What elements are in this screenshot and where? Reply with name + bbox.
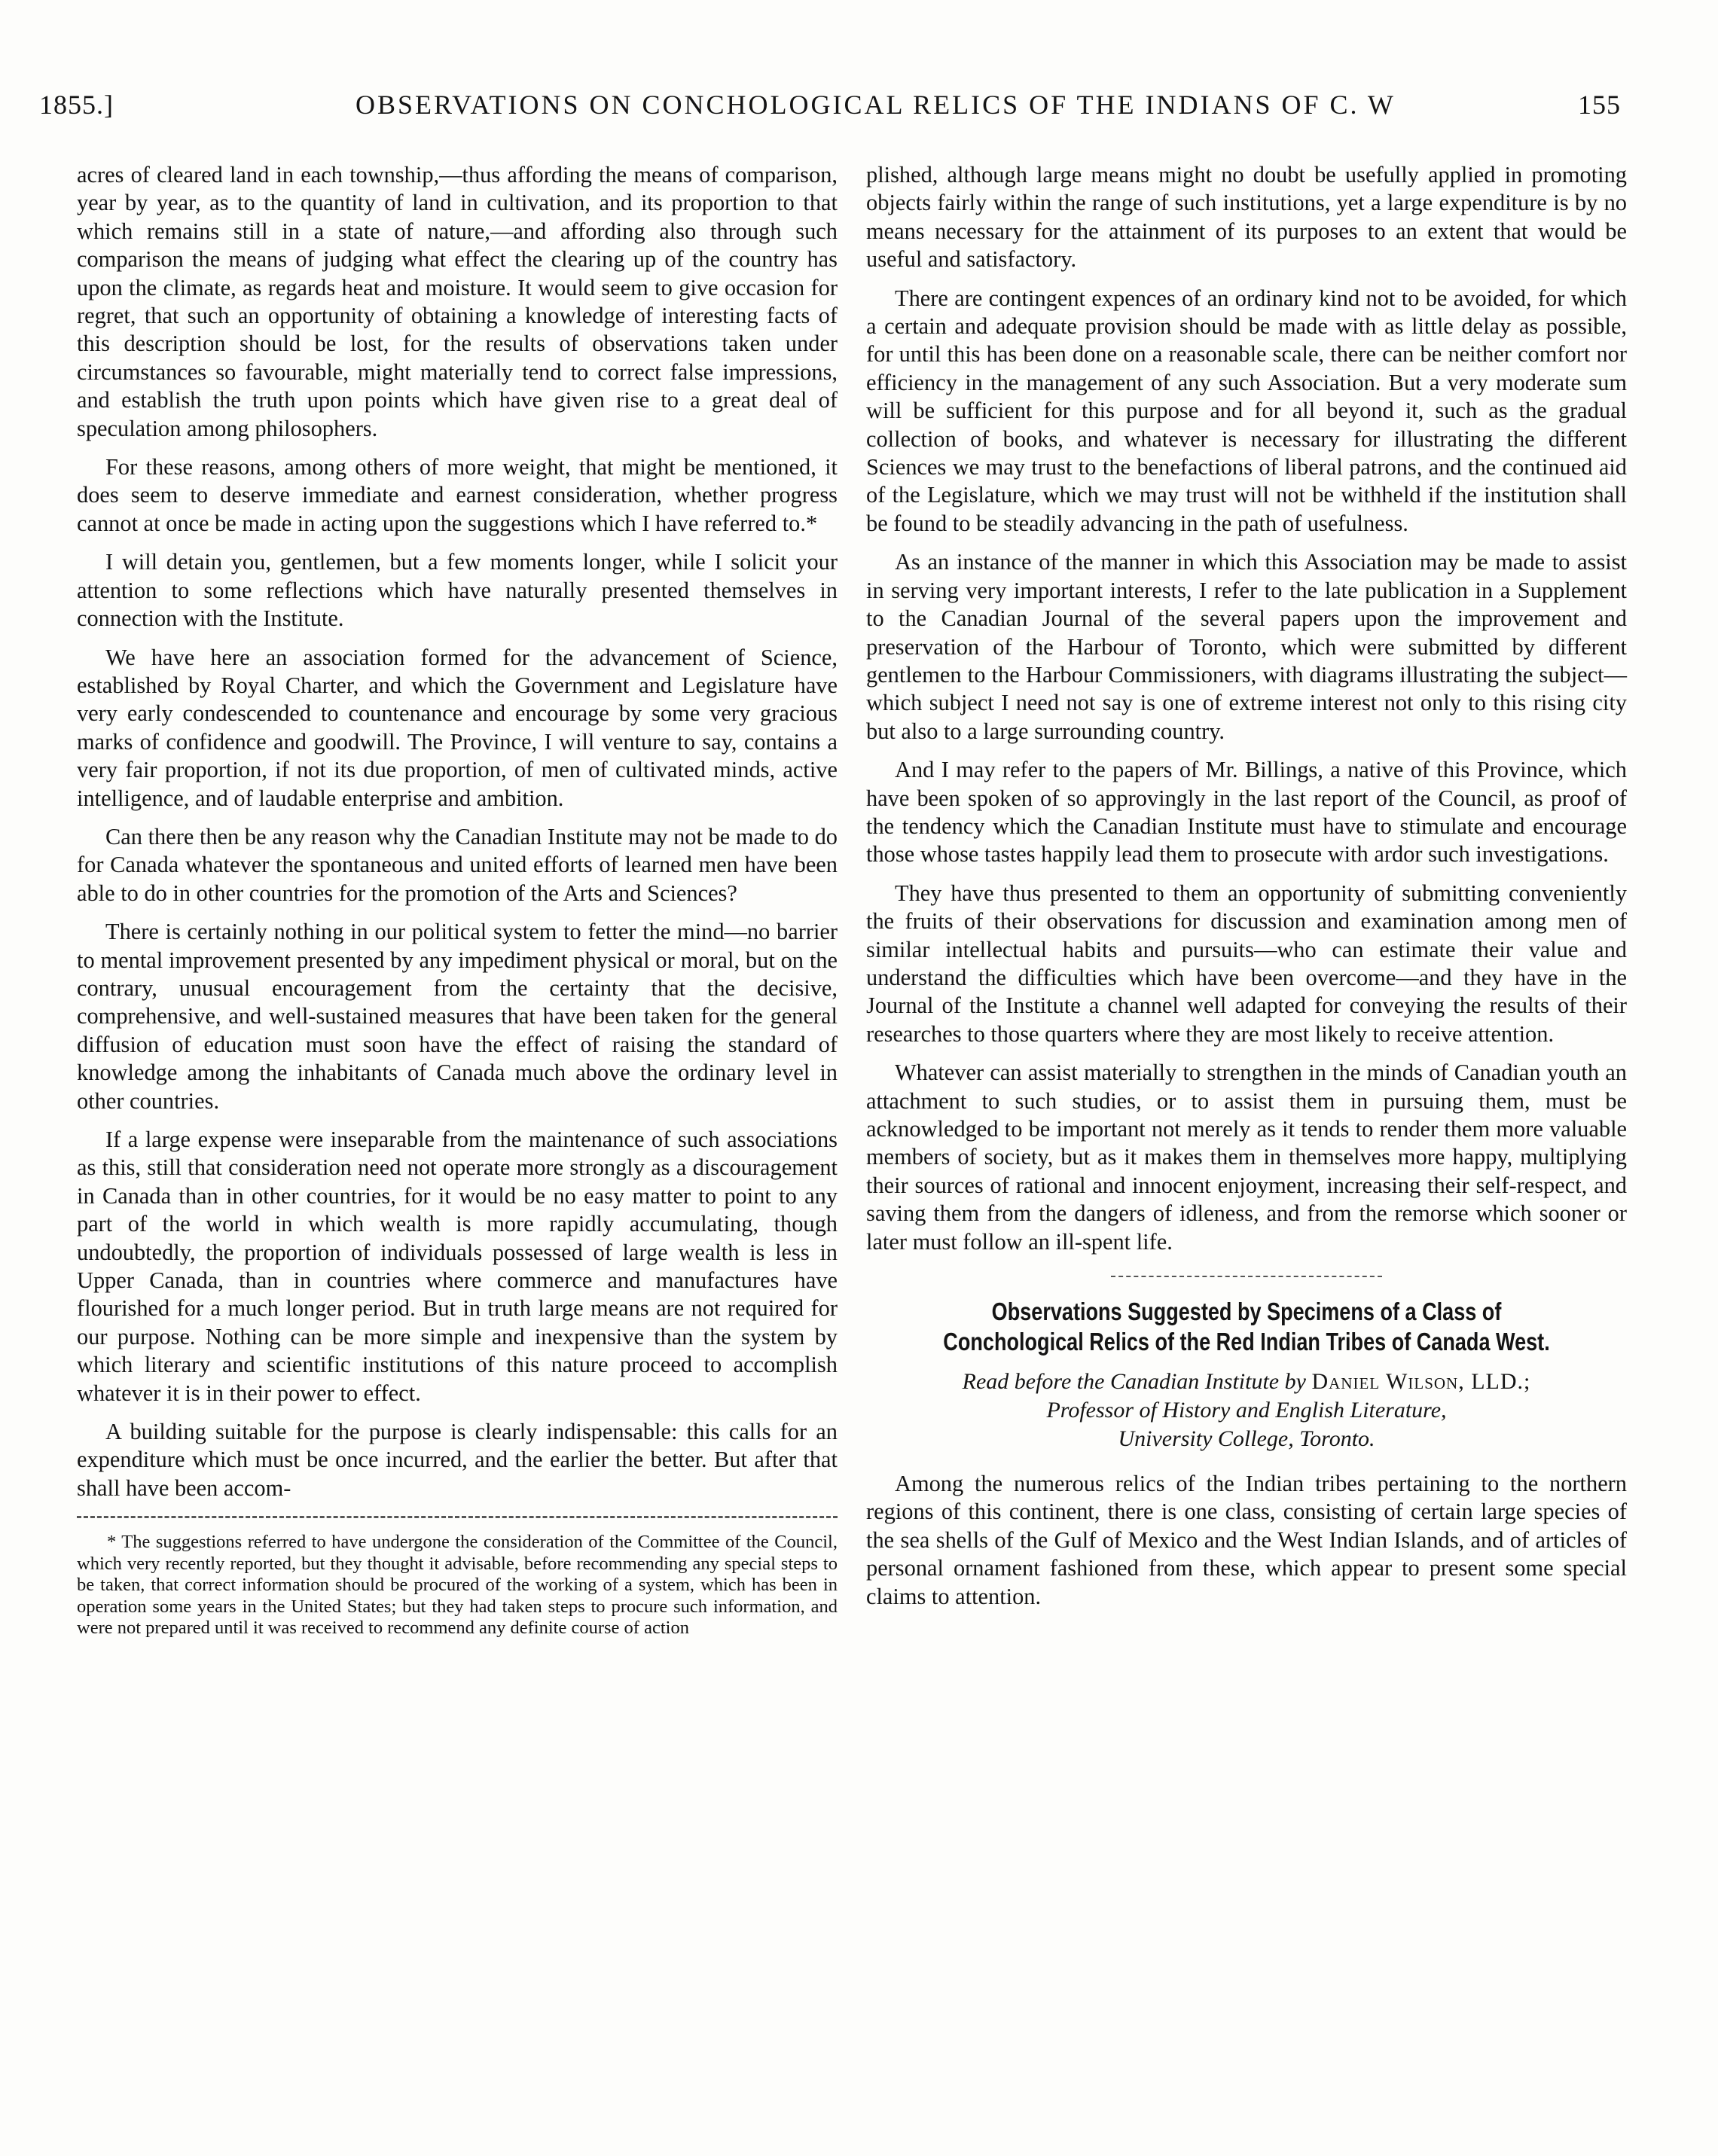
author-name: Daniel Wilson, LLD.;: [1311, 1369, 1531, 1395]
paragraph: A building suitable for the purpose is clearly indispensable: this calls for an expenditure which must be once incurred, and the earlier the better. But after that shall have been accom-: [77, 1419, 838, 1501]
author-affiliation: University College, Toronto.: [1118, 1426, 1375, 1452]
paragraph: For these reasons, among others of more weight, that might be mentioned, it does seem to deserve immediate and earnest consideration, whether progress cannot at once be made in acting upon the suggestions which I have referred to.*: [77, 454, 838, 536]
paragraph: Whatever can assist materially to strengthen in the minds of Canadian youth an attachment to such studies, or to assist them in pursuing them, must be acknowledged to be important not merely as it tends to render them more valuable members of society, but as it makes them in themselves more happy, multiplying their sources of rational and innocent enjoyment, increasing their self-respect, and saving them from the dangers of idleness, and from the remorse which sooner or later must follow an ill-spent life.: [866, 1060, 1627, 1255]
paragraph: There are contingent expences of an ordinary kind not to be avoided, for which a certain and adequate provision should be made with as little delay as possible, for until this has been done on a reasonable scale, there can be neither comfort nor efficiency in the management of any such Association. But a very moderate sum will be sufficient for this purpose and for all beyond it, such as the gradual collection of books, and whatever is necessary for illustrating the different Sciences we may trust to the benefactions of liberal patrons, and the continued aid of the Legislature, which we may trust will not be withheld if the institution shall be found to be steadily advancing in the path of usefulness.: [866, 285, 1627, 536]
byline: [866, 1368, 1627, 1453]
header-year: 1855.]: [39, 90, 114, 120]
right-column: [866, 161, 1627, 1621]
paragraph: As an instance of the manner in which this Association may be made to assist in serving very important interests, I refer to the late publication in a Supplement to the Canadian Journal of the several papers upon the improvement and preservation of the Harbour of Toronto, which were submitted by different gentlemen to the Harbour Commissioners, with diagrams illustrating the subject—which subject I need not say is one of extreme interest not only to this rising city but also to a large surrounding country.: [866, 549, 1627, 744]
paragraph: plished, although large means might no doubt be usefully applied in promoting objects fairly within the range of such institutions, yet a large expenditure is by no means necessary for the attainment of its purposes to an extent that would be useful and satisfactory.: [866, 162, 1627, 273]
paragraph: Among the numerous relics of the Indian tribes pertaining to the northern regions of this continent, there is one class, consisting of certain large species of the sea shells of the Gulf of Mexico and the West Indian Islands, and of articles of personal ornament fashioned from these, which appear to present some special claims to attention.: [866, 1471, 1627, 1609]
paragraph: I will detain you, gentlemen, but a few moments longer, while I solicit your attention to some reflections which have naturally presented themselves in connection with the Institute.: [77, 549, 838, 632]
paragraph: They have thus presented to them an opportunity of submitting conveniently the fruits of their observations for discussion and examination among men of similar intellectual habits and pursuits—who can estimate their value and understand the difficulties which have been overcome—and they have in the Journal of the Institute a channel well adapted for conveying the results of their researches to those quarters where they are most likely to receive attention.: [866, 880, 1627, 1047]
byline-prefix: Read before the Canadian Institute by: [962, 1369, 1306, 1395]
page-number: 155: [1578, 90, 1621, 120]
footnote-divider: [77, 1516, 838, 1518]
paragraph: If a large expense were inseparable from the maintenance of such associations as this, still that consideration need not operate more strongly as a discouragement in Canada than in other countries, for it would be no easy matter to point to any part of the world in which wealth is more rapidly accumulating, though undoubtedly, the proportion of individuals possessed of large wealth is less in Upper Canada, than in countries where commerce and manufactures have flourished for a much longer period. But in truth large means are not required for our purpose. Nothing can be more simple and inexpensive than the system by which literary and scientific institutions of this nature proceed to accomplish whatever it is in their power to effect.: [77, 1127, 838, 1406]
paragraph: And I may refer to the papers of Mr. Billings, a native of this Province, which have been spoken of so approvingly in the last report of the Council, as proof of the tendency which the Canadian Institute must have to stimulate and encourage those whose tastes happily lead them to prosecute with ardor such investigations.: [866, 757, 1627, 868]
article-title: Observations Suggested by Specimens of a Class of Conchological Relics of the Red Indian Tribes of Canada West.: [943, 1298, 1550, 1356]
paragraph: There is certainly nothing in our political system to fetter the mind—no barrier to mental improvement presented by any impediment physical or moral, but on the contrary, unusual encouragement from the certainty that the decisive, comprehensive, and well-sustained measures that have been taken for the general diffusion of education must soon have the effect of raising the standard of knowledge among the inhabitants of Canada much above the ordinary level in other countries.: [77, 919, 838, 1114]
left-column: [77, 161, 838, 1639]
page-header: [39, 89, 1621, 134]
footnote-text: * The suggestions referred to have undergone the consideration of the Committee of the Council, which very recently reported, but they thought it advisable, before recommending any special steps to be taken, that correct information should be procured of the working of a system, which has been in operation some years in the United States; but they had taken steps to procure such information, and were not prepared until it was received to recommend any definite course of action: [77, 1532, 838, 1638]
author-title: Professor of History and English Literature,: [1046, 1398, 1447, 1423]
paragraph: We have here an association formed for the advancement of Science, established by Royal Charter, and which the Government and Legislature have very early condescended to countenance and encourage by some very gracious marks of confidence and goodwill. The Province, I will venture to say, contains a very fair proportion, if not its due proportion, of men of cultivated minds, active intelligence, and of laudable enterprise and ambition.: [77, 644, 838, 811]
footnote: [77, 1532, 838, 1639]
section-divider: [1111, 1276, 1382, 1277]
running-title: OBSERVATIONS ON CONCHOLOGICAL RELICS OF THE INDIANS OF C. W: [356, 90, 1396, 120]
paragraph: acres of cleared land in each township,—thus affording the means of comparison, year by year, as to the quantity of land in cultivation, and its proportion to that which remains still in a state of nature,—and affording also through such comparison the means of judging what effect the clearing up of the country has upon the climate, as regards heat and moisture. It would seem to give occasion for regret, that such an opportunity of obtaining a knowledge of interesting facts of this description should be lost, for the results of observations taken under circumstances so favourable, might materially tend to correct false impressions, and establish the truth upon points which have given rise to a great deal of speculation among philosophers.: [77, 162, 838, 441]
paragraph: Can there then be any reason why the Canadian Institute may not be made to do for Canada whatever the spontaneous and united efforts of learned men have been able to do in other countries for the promotion of the Arts and Sciences?: [77, 823, 838, 906]
